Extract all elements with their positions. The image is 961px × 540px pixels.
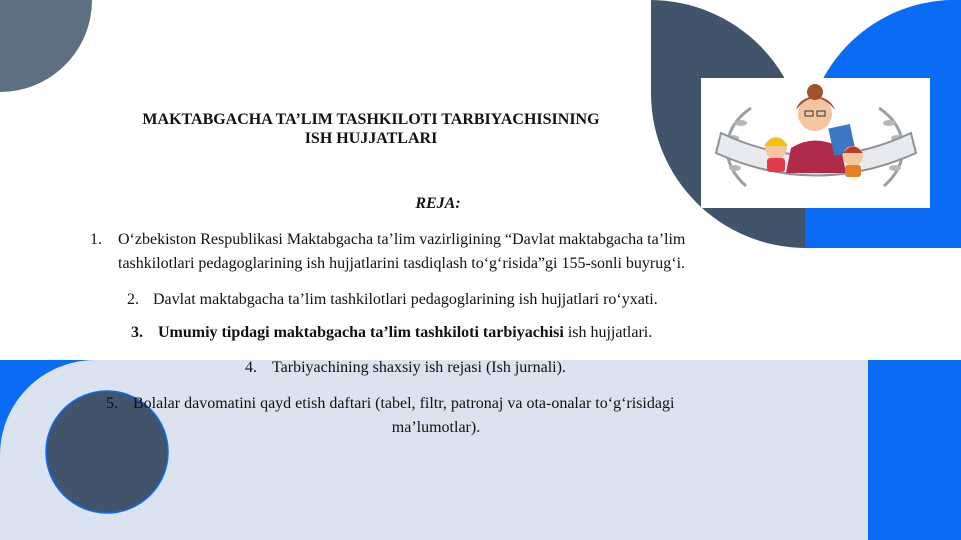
plan-item-number: 3. <box>131 324 143 341</box>
plan-item-number: 2. <box>127 291 139 308</box>
plan-item-2 <box>127 288 658 312</box>
plan-item-text: O‘zbekiston Respublikasi Maktabgacha ta’lim vazirligining “Davlat maktabgacha ta’lim <box>118 231 686 248</box>
teacher-children-illustration <box>701 78 930 208</box>
plan-heading: REJA: <box>415 195 461 212</box>
plan-item-text: Tarbiyachining shaxsiy ish rejasi (Ish jurnali). <box>272 359 566 376</box>
slide-title <box>100 110 642 148</box>
plan-item-text: Davlat maktabgacha ta’lim tashkilotlari pedagoglarining ish hujjatlari ro‘yxati. <box>153 291 658 308</box>
plan-item-3 <box>131 321 652 345</box>
plan-item-text-continued: ma’lumotlar). <box>391 419 481 436</box>
plan-item-5 <box>106 392 746 440</box>
slide-title-line2: ISH HUJJATLARI <box>304 130 438 147</box>
plan-item-bold-text: Umumiy tipdagi maktabgacha ta’lim tashkiloti tarbiyachisi <box>158 324 564 341</box>
plan-item-text: Bolalar davomatini qayd etish daftari (tabel, filtr, patronaj va ota-onalar to‘g‘risidagi <box>133 395 675 412</box>
plan-item-text: ish hujjatlari. <box>563 324 653 341</box>
top-left-quarter-circle <box>0 0 92 92</box>
plan-item-number: 5. <box>106 395 118 412</box>
plan-item-number: 4. <box>245 359 257 376</box>
slide-title-line1: MAKTABGACHA TA’LIM TASHKILOTI TARBIYACHISINING <box>142 111 600 128</box>
plan-item-1 <box>90 228 770 276</box>
plan-item-4 <box>245 356 566 380</box>
teacher-with-children-emblem-icon <box>701 78 930 208</box>
plan-item-text-continued: tashkilotlari pedagoglarining ish hujjatlarini tasdiqlash to‘g‘risida”gi 155-sonli buyrug‘i. <box>118 255 686 272</box>
plan-item-number: 1. <box>90 231 102 248</box>
